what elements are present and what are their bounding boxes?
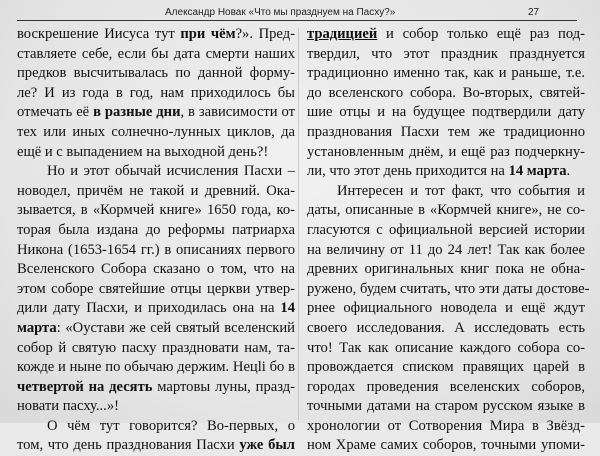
text-run: установленным днём, и ещё раз подчеркну-	[307, 143, 585, 160]
text-line	[17, 103, 295, 123]
text-line	[17, 299, 295, 319]
text-line	[17, 64, 295, 84]
text-run: отмечать её	[17, 104, 94, 121]
text-line	[307, 299, 585, 319]
text-run: городах проведения вселенских соборов,	[307, 378, 585, 395]
text-line	[307, 45, 585, 65]
running-header	[0, 6, 600, 20]
bold-text-run: 14 марта	[508, 163, 567, 180]
text-run: точными датами на старом русском языке в	[307, 398, 585, 415]
text-line	[307, 84, 585, 104]
text-line	[17, 123, 295, 143]
text-line	[17, 436, 295, 456]
text-run: новати пасху...»!	[17, 398, 119, 415]
text-run: .	[566, 163, 571, 180]
header-title: Александр Новак «Что мы празднуем на Пасху?»	[165, 7, 396, 18]
text-run: традиционно именно так, как и раньше, т.е.	[307, 65, 585, 82]
text-run: кождe и ныне по обычаю держим. Нецli бо в	[17, 359, 295, 376]
text-line	[17, 45, 295, 65]
text-line	[17, 339, 295, 359]
header-rule	[17, 20, 577, 21]
text-line	[307, 25, 585, 45]
bold-text-run: уже был	[239, 437, 295, 454]
text-line	[17, 143, 295, 163]
text-line	[17, 417, 295, 437]
text-run: ещё и с выпадением на выходной день?!	[17, 143, 269, 160]
text-run: собор й святую пасху праздновати нам, та-	[17, 339, 295, 356]
column-gutter	[298, 28, 299, 420]
page-number: 27	[528, 7, 540, 18]
text-line	[307, 358, 585, 378]
text-line	[307, 378, 585, 398]
text-run: ?». Пред-	[235, 26, 295, 42]
text-run: Интересен и тот факт, что события и	[337, 182, 585, 199]
text-line	[307, 436, 585, 456]
text-line	[17, 84, 295, 104]
text-line	[307, 417, 585, 437]
text-line	[307, 143, 585, 163]
text-run: , в зависимости от	[180, 104, 296, 121]
text-run: ли, что этот день приходится на	[307, 163, 509, 180]
text-run: даты, описанные в «Кормчей книге», не со-	[307, 202, 585, 219]
text-run: предков высчитывалась по данной форму-	[17, 65, 295, 82]
text-run: гласуются с официальной версией истории	[307, 221, 585, 238]
text-run: ном Храме самих соборов, точными упоми-	[307, 437, 585, 454]
bold-text-run: 14	[280, 300, 295, 317]
text-line	[307, 221, 585, 241]
text-run: О чём тут говорится? Во-первых, о	[47, 417, 295, 434]
text-line	[307, 397, 585, 417]
text-run: новодел, причём не такой и древний. Ока-	[17, 182, 295, 199]
text-line	[17, 319, 295, 339]
text-run: Но и этот обычай исчисления Пасхи –	[47, 163, 295, 180]
text-run: хронологии от Сотворения Мира в Звёзд-	[307, 417, 585, 434]
text-line	[17, 397, 295, 417]
text-line	[17, 260, 295, 280]
text-run: торая была издана до реформы патриарха	[17, 221, 295, 238]
text-run: празднования Пасхи тем же традиционно	[307, 123, 585, 140]
text-line	[307, 182, 585, 202]
text-run: до вселенского собора. Во-вторых, святей-	[307, 84, 585, 101]
text-line	[17, 280, 295, 300]
text-run: мартовы луны, празд-	[152, 378, 296, 395]
text-run: ружено, будем считать, что эти даты достове-	[307, 280, 590, 297]
text-line	[307, 260, 585, 280]
text-run: на величину от 11 до 24 лет! Так как более	[307, 241, 585, 258]
text-run: зывается, в «Кормчей книге» 1650 года, ко-	[17, 202, 295, 219]
left-text-column	[17, 25, 295, 456]
text-run: этом соборе святейшие отцы церкви утвер-	[17, 280, 295, 297]
text-run: что! Так как описание каждого собора со-	[307, 339, 585, 356]
bold-text-run: марта	[17, 319, 57, 336]
text-run: : «Оустави же сей святый вселенский	[56, 319, 295, 336]
text-line	[17, 241, 295, 261]
text-run: рнее официального новодела и ещё ждут	[307, 300, 585, 317]
text-line	[307, 319, 585, 339]
text-line	[17, 201, 295, 221]
text-line	[307, 123, 585, 143]
text-line	[17, 182, 295, 202]
bold-text-run: четвертой на десять	[17, 378, 153, 395]
text-run: ставляете себе, если бы дата смерти наших	[17, 45, 295, 62]
text-run: шие отцы и на будущее подтвердили дату	[307, 104, 585, 121]
text-line	[17, 358, 295, 378]
text-line	[17, 162, 295, 182]
text-line	[17, 221, 295, 241]
text-run: твердил, что этот праздник празднуется	[307, 45, 585, 62]
bold-text-run: при чём	[180, 26, 236, 42]
text-line	[307, 201, 585, 221]
text-run: воскрешение Иисуса тут	[17, 26, 181, 42]
text-run: провождается списком правящих царей в	[307, 359, 585, 376]
text-run: Никона (1653-1654 гг.) в описаниях первого	[17, 241, 295, 258]
text-line	[307, 103, 585, 123]
text-run: тех или иных солнечно-лунных циклов, да	[17, 123, 295, 140]
bold-text-run: в разные дни	[93, 104, 181, 121]
text-line	[307, 339, 585, 359]
right-text-column	[307, 25, 590, 456]
text-run: том, что день празднования Пасхи	[17, 437, 240, 454]
text-line	[307, 64, 585, 84]
text-run: ле? И из года в год, нам приходилось бы	[17, 84, 295, 101]
text-run: древних оригинальных книг пока не обна-	[307, 261, 585, 278]
text-line	[307, 162, 585, 182]
bold-text-run: традицией	[307, 26, 378, 42]
text-run: дили дату Пасхи, и приходилась она на	[17, 300, 281, 317]
text-run: Вселенского Собора сказано о том, что на	[17, 261, 295, 278]
text-line	[17, 25, 295, 45]
text-line	[17, 378, 295, 398]
text-run: своего исследования. А исследовать есть	[307, 319, 585, 336]
text-run: и собор только ещё раз под-	[377, 26, 585, 42]
text-line	[307, 241, 585, 261]
text-line	[307, 280, 590, 300]
